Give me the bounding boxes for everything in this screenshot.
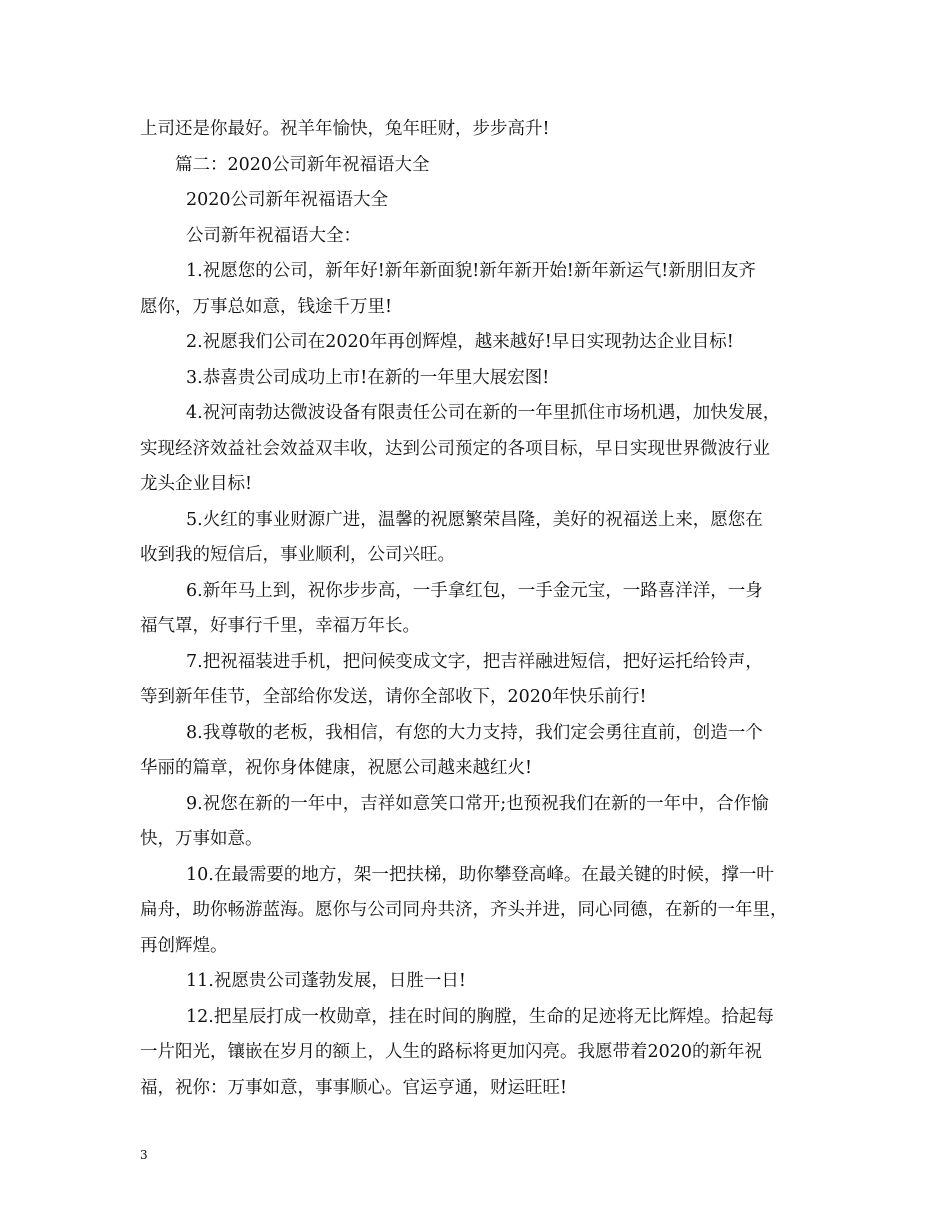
document-body — [140, 112, 816, 1106]
section-title: 2020公司新年祝福语大全 — [186, 190, 389, 210]
list-item-4-line-1: 4.祝河南勃达微波设备有限责任公司在新的一年里抓住市场机遇，加快发展， — [186, 403, 781, 423]
list-item-9-line-2: 快，万事如意。 — [140, 829, 263, 849]
list-item-8-line-2: 华丽的篇章，祝你身体健康，祝愿公司越来越红火! — [140, 758, 533, 778]
list-item-3: 3.恭喜贵公司成功上市!在新的一年里大展宏图! — [186, 367, 550, 388]
list-item-10-line-2: 扁舟，助你畅游蓝海。愿你与公司同舟共济，齐头并进，同心同德，在新的一年里， — [140, 900, 788, 920]
list-item-1-line-1: 1.祝愿您的公司，新年好!新年新面貌!新年新开始!新年新运气!新朋旧友齐 — [186, 261, 756, 281]
list-item-6-line-2: 福气罩，好事行千里，幸福万年长。 — [140, 616, 420, 636]
list-item-10-line-3: 再创辉煌。 — [140, 935, 228, 956]
list-item-4-line-2: 实现经济效益社会效益双丰收，达到公司预定的各项目标，早日实现世界微波行业 — [140, 438, 770, 459]
section-subtitle: 公司新年祝福语大全： — [186, 225, 361, 246]
list-item-9-line-1: 9.祝您在新的一年中，吉祥如意笑口常开;也预祝我们在新的一年中，合作愉 — [186, 793, 769, 814]
list-item-2: 2.祝愿我们公司在2020年再创辉煌，越来越好!早日实现勃达企业目标! — [186, 332, 734, 352]
list-item-5-line-2: 收到我的短信后，事业顺利，公司兴旺。 — [140, 545, 455, 565]
list-item-7-line-1: 7.把祝福装进手机，把问候变成文字，把吉祥融进短信，把好运托给铃声， — [186, 651, 763, 672]
list-item-12-line-3: 福，祝你：万事如意，事事顺心。官运亨通，财运旺旺! — [140, 1077, 568, 1098]
list-item-5-line-1: 5.火红的事业财源广进，温馨的祝愿繁荣昌隆，美好的祝福送上来，愿您在 — [186, 509, 763, 530]
page-number: 3 — [140, 1148, 148, 1162]
list-item-12-line-1: 12.把星辰打成一枚勋章，挂在时间的胸膛，生命的足迹将无比辉煌。拾起每 — [186, 1006, 774, 1027]
list-item-11: 11.祝愿贵公司蓬勃发展，日胜一日! — [186, 971, 466, 991]
list-item-4-line-3: 龙头企业目标! — [140, 474, 253, 494]
list-item-1-line-2: 愿你，万事总如意，钱途千万里! — [140, 296, 393, 317]
list-item-8-line-1: 8.我尊敬的老板，我相信，有您的大力支持，我们定会勇往直前，创造一个 — [186, 722, 763, 743]
list-item-6-line-1: 6.新年马上到，祝你步步高，一手拿红包，一手金元宝，一路喜洋洋，一身 — [186, 580, 763, 601]
list-item-12-line-2: 一片阳光，镶嵌在岁月的额上，人生的路标将更加闪亮。我愿带着2020的新年祝 — [140, 1042, 763, 1062]
section-heading: 篇二：2020公司新年祝福语大全 — [175, 154, 430, 175]
list-item-7-line-2: 等到新年佳节，全部给你发送，请你全部收下，2020年快乐前行! — [140, 687, 647, 707]
text-line: 上司还是你最好。祝羊年愉快，兔年旺财，步步高升! — [140, 119, 550, 139]
list-item-10-line-1: 10.在最需要的地方，架一把扶梯，助你攀登高峰。在最关键的时候，撑一叶 — [186, 864, 774, 885]
